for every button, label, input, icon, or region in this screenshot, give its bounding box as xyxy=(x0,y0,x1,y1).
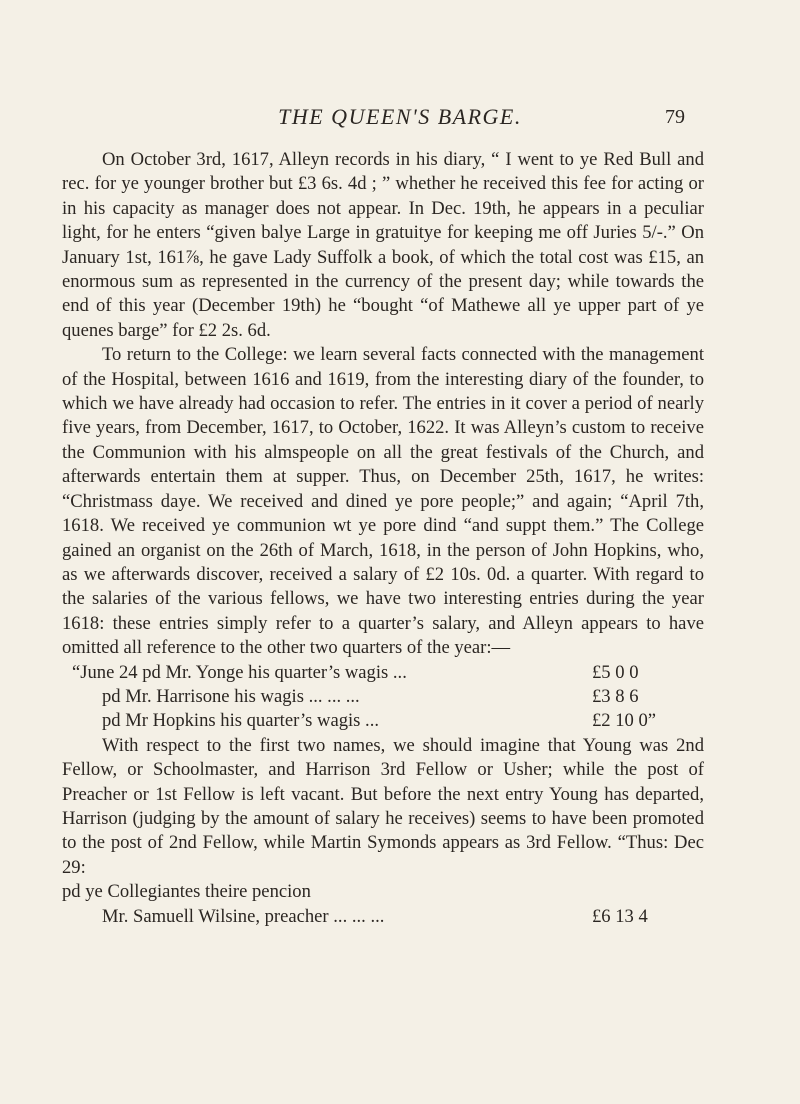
ledger-desc: pd Mr Hopkins his quarter’s wagis ... xyxy=(102,710,379,732)
ledger-amount: £2 10 0” xyxy=(592,710,657,732)
page-number: 79 xyxy=(665,106,685,128)
ledger-amount: £6 13 4 xyxy=(592,905,648,927)
ledger-desc: Mr. Samuell Wilsine, preacher ... ... ... xyxy=(102,905,385,927)
ledger-desc: pd Mr. Harrisone his wagis ... ... ... xyxy=(102,685,360,707)
pencion-line: pd ye Collegiantes theire pencion xyxy=(62,881,311,903)
running-title: THE QUEEN'S BARGE. xyxy=(278,104,522,129)
body-text xyxy=(62,148,704,929)
ledger-entry-harrisone xyxy=(62,685,704,709)
paragraph-1: On October 3rd, 1617, Alleyn records in his diary, “ I went to ye Red Bull and rec. for ye younger brother but £3 6s. 4d ; ” whether he received this fee for acting or in his capacity as manager does not appear. In Dec. 19th, he appears in a peculiar light, for he enters “given balye Large in gratuitye for keeping me off Juries 5/-.” On January 1st, 161⅞, he gave Lady Suffolk a book, of which the total cost was £15, an enormous sum as represented in the currency of the present day; while towards the end of this year (December 19th) he “bought “of Mathewe all ye upper part of ye quenes barge” for £2 2s. 6d. xyxy=(62,149,704,341)
ledger-amount: £3 8 6 xyxy=(592,685,639,707)
ledger-entry-hopkins xyxy=(62,709,704,733)
paragraph-3: With respect to the first two names, we should imagine that Young was 2nd Fellow, or Schoolmaster, and Harrison 3rd Fellow or Usher; while the post of Preacher or 1st Fellow is left vacant. But before the next entry Young has departed, Harrison (judging by the amount of salary he receives) seems to have been promoted to the post of 2nd Fellow, while Martin Symonds appears as 3rd Fellow. “Thus: Dec 29: xyxy=(62,734,704,878)
ledger-desc: “June 24 pd Mr. Yonge his quarter’s wagis ... xyxy=(72,661,407,683)
ledger-amount: £5 0 0 xyxy=(592,661,639,683)
ledger-entry-wilsine xyxy=(62,905,704,929)
ledger-entry-yonge xyxy=(62,661,704,685)
paragraph-2: To return to the College: we learn several facts connected with the management of the Hospital, between 1616 and 1619, from the interesting diary of the founder, to which we have already had occasion to refer. The entries in it cover a period of nearly five years, from December, 1617, to October, 1622. It was Alleyn’s custom to receive the Communion with his almspeople on all the great festivals of the Church, and afterwards entertain them at supper. Thus, on December 25th, 1617, he writes: “Christmass daye. We received and dined ye pore people;” and again; “April 7th, 1618. We received ye communion wt ye pore dind “and suppt them.” The College gained an organist on the 26th of March, 1618, in the person of John Hopkins, who, as we afterwards discover, received a salary of £2 10s. 0d. a quarter. With regard to the salaries of the various fellows, we have two interesting entries during the year 1618: these entries simply refer to a quarter’s salary, and Alleyn appears to have omitted all reference to the other two quarters of the year:— xyxy=(62,344,704,659)
